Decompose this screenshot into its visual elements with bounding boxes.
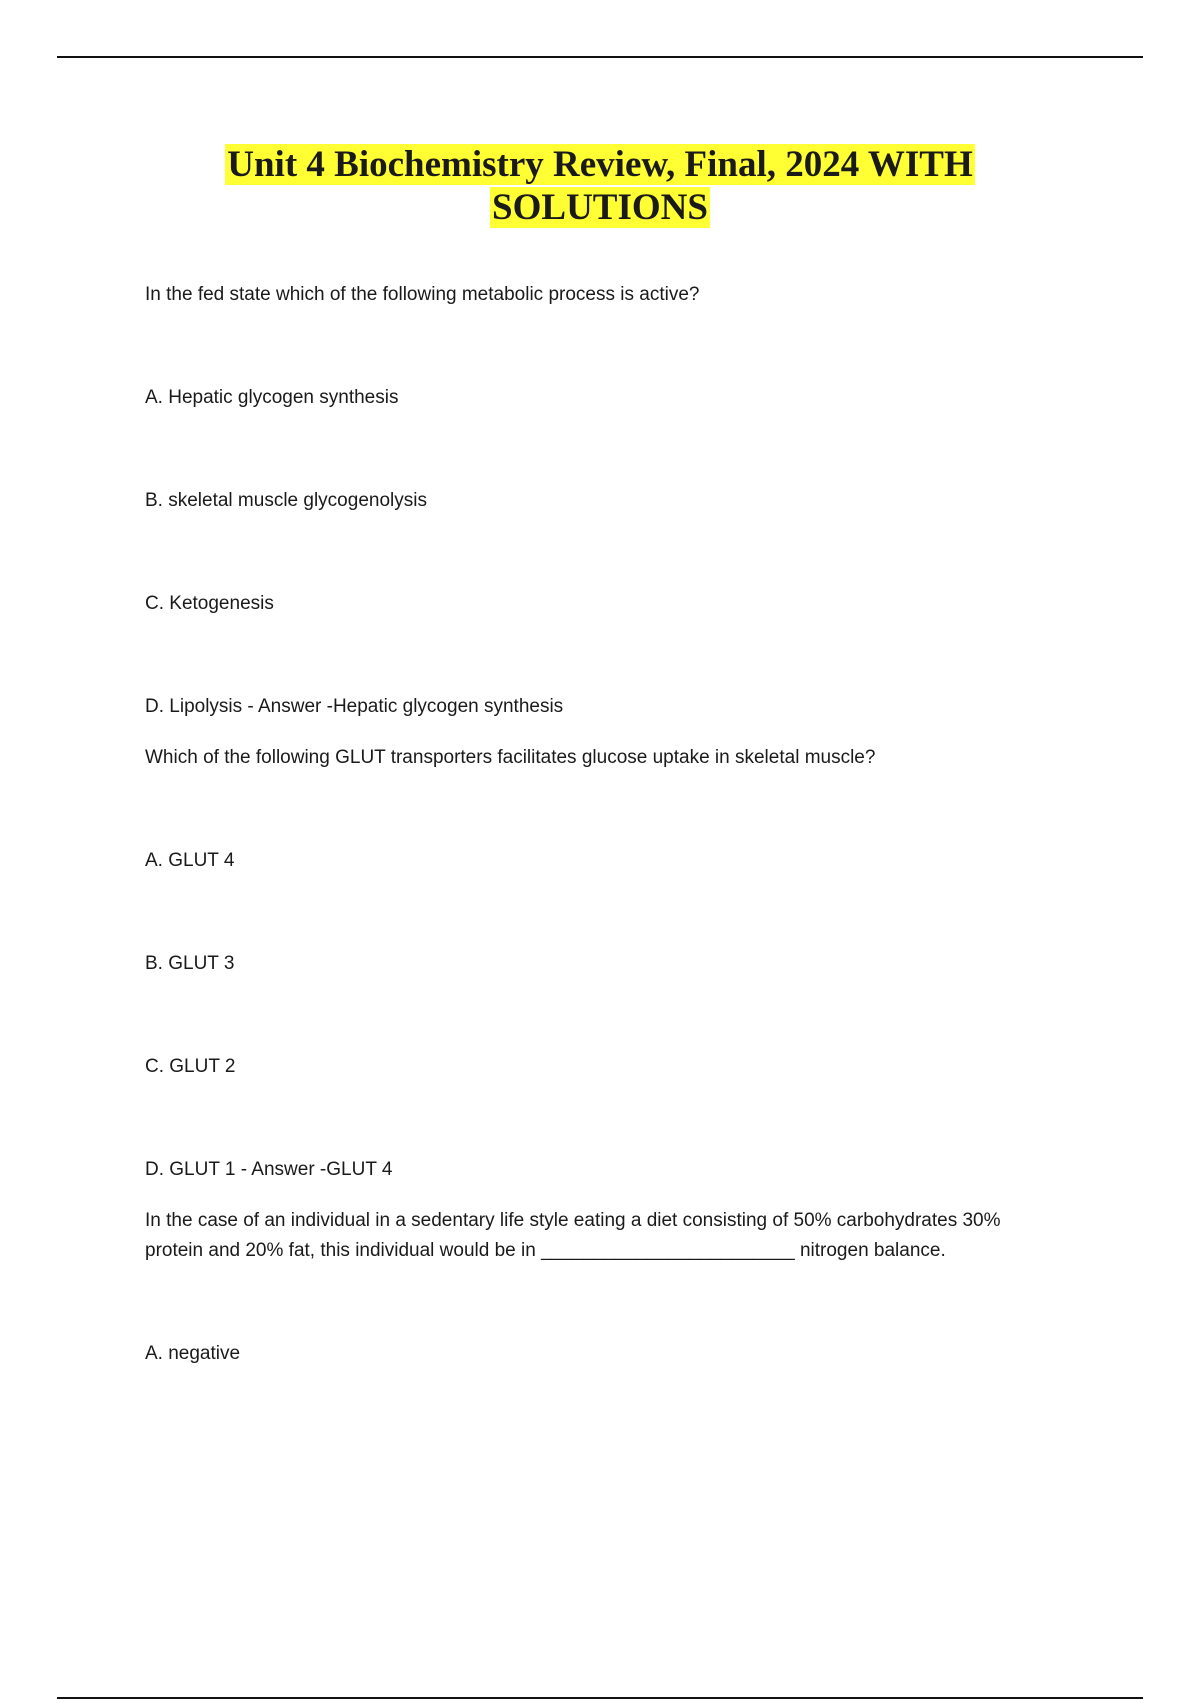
question-2-option-c: C. GLUT 2	[145, 1056, 236, 1077]
question-3-option-a: A. negative	[145, 1343, 241, 1364]
question-1-prompt: In the fed state which of the following metabolic process is active?	[145, 284, 700, 305]
document-title	[0, 143, 1200, 229]
question-3-prompt-line-1: In the case of an individual in a sedentary life style eating a diet consisting of 50% carbohydrates 30%	[145, 1210, 1001, 1231]
question-1-option-a: A. Hepatic glycogen synthesis	[145, 387, 399, 408]
question-2-prompt: Which of the following GLUT transporters facilitates glucose uptake in skeletal muscle?	[145, 747, 876, 768]
question-1-option-b: B. skeletal muscle glycogenolysis	[145, 490, 427, 511]
question-2-option-b: B. GLUT 3	[145, 953, 235, 974]
question-3-prompt-line-2: protein and 20% fat, this individual would be in ________________________ nitrogen balance.	[145, 1240, 946, 1261]
question-2-option-a: A. GLUT 4	[145, 850, 235, 871]
question-2-option-d-answer: D. GLUT 1 - Answer -GLUT 4	[145, 1159, 393, 1180]
question-1-option-d-answer: D. Lipolysis - Answer -Hepatic glycogen synthesis	[145, 696, 564, 717]
top-rule	[57, 56, 1143, 58]
bottom-rule	[57, 1697, 1143, 1699]
question-1-option-c: C. Ketogenesis	[145, 593, 274, 614]
title-line-1: Unit 4 Biochemistry Review, Final, 2024 WITH	[227, 144, 973, 185]
title-line-2: SOLUTIONS	[492, 187, 708, 228]
